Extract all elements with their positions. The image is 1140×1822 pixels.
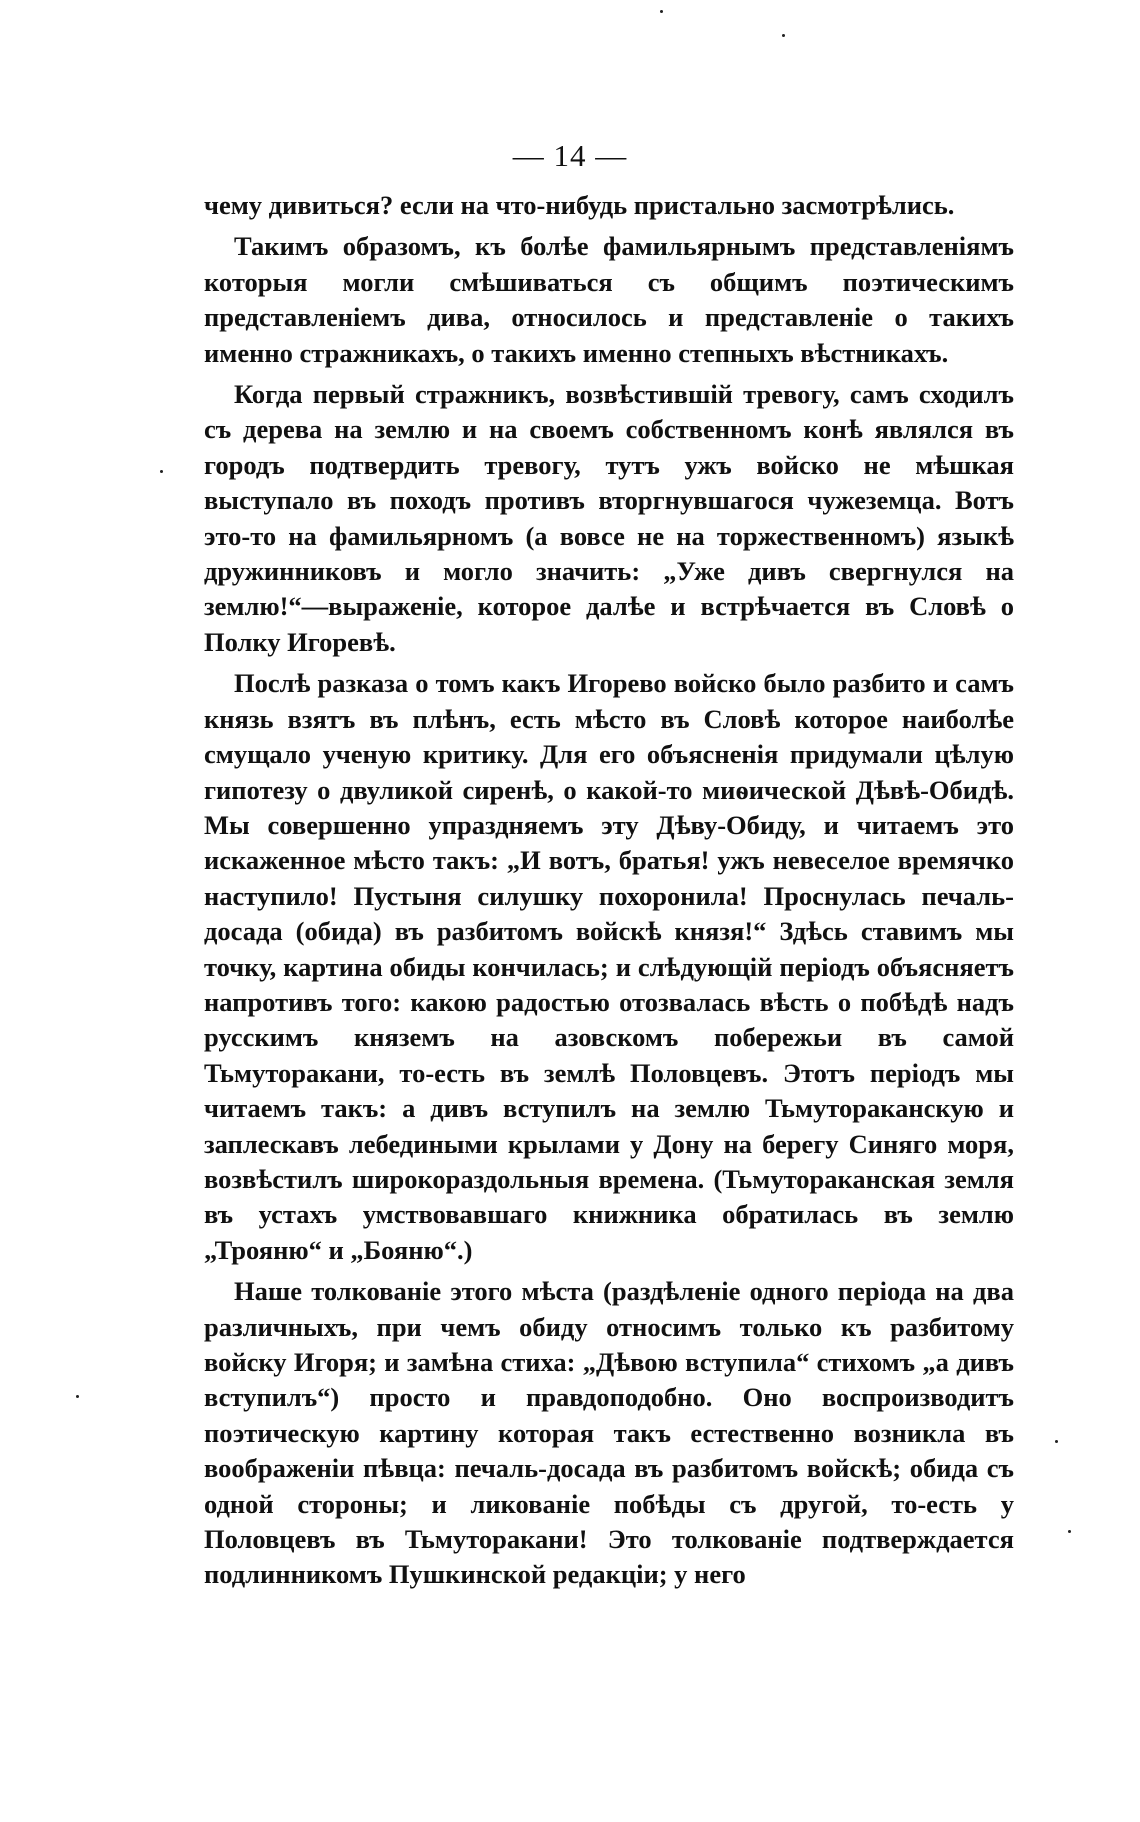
scan-speck [660,10,663,13]
page-number: — 14 — [512,138,628,173]
body-text [204,188,1014,1599]
scan-speck [1068,1530,1071,1533]
paragraph: Наше толкованіе этого мѣста (раздѣленіе одного періода на два различныхъ, при чемъ обиду относимъ только къ разбитому войску Игоря; и замѣна стиха: „Дѣвою вступила“ стихомъ „а дивъ вступилъ“) просто и правдоподобно. Оно воспроизводитъ поэтическую картину которая такъ естественно возникла въ воображеніи пѣвца: печаль-досада въ разбитомъ войскѣ; обида съ одной стороны; и ликованіе побѣды съ другой, то-есть у Половцевъ въ Тьмуторакани! Это толкованіе подтверждается подлинникомъ Пушкинской редакціи; у него [204,1276,1014,1590]
scan-speck [160,470,163,473]
paragraph: Когда первый стражникъ, возвѣстившій тревогу, самъ сходилъ съ дерева на землю и на своемъ собственномъ конѣ являлся въ городъ подтвердить тревогу, тутъ ужъ войско не мѣшкая выступало въ походъ противъ вторгнувшагося чужеземца. Вотъ это-то на фамильярномъ (а вовсе не на торжественномъ) языкѣ дружинниковъ и могло значить: „Уже дивъ свергнулся на землю!“—выраженіе, которое далѣе и встрѣчается въ Словѣ о Полку Игоревѣ. [204,379,1014,657]
paragraph: Послѣ разказа о томъ какъ Игорево войско было разбито и самъ князь взятъ въ плѣнъ, есть мѣсто въ Словѣ которое наиболѣе смущало ученую критику. Для его объясненія придумали цѣлую гипотезу о двуликой сиренѣ, о какой-то миѳической Дѣвѣ-Обидѣ. Мы совершенно упраздняемъ эту Дѣву-Обиду, и читаемъ это искаженное мѣсто такъ: „И вотъ, братья! ужъ невеселое времячко наступило! Пустыня силушку похоронила! Проснулась печаль-досада (обида) въ разбитомъ войскѣ князя!“ Здѣсь ставимъ мы точку, картина обиды кончилась; и слѣдующій періодъ объясняетъ напротивъ того: какою радостью отозвалась вѣсть о побѣдѣ надъ русскимъ княземъ на азовскомъ побережьи въ самой Тьмуторакани, то-есть въ землѣ Половцевъ. Этотъ періодъ мы читаемъ такъ: а дивъ вступилъ на землю Тьмутораканскую и заплескавъ лебедиными крылами у Дону на берегу Синяго моря, возвѣстилъ широкораздольныя времена. (Тьмутораканская земля въ устахъ умствовавшаго книжника обратилась въ землю „Трояню“ и „Бояню“.) [204,668,1014,1265]
scan-speck [76,1395,79,1398]
scan-speck [782,34,785,37]
paragraph: Такимъ образомъ, къ болѣе фамильярнымъ представленіямъ которыя могли смѣшиваться съ общимъ поэтическимъ представленіемъ дива, относилось и представленіе о такихъ именно стражникахъ, о такихъ именно степныхъ вѣстникахъ. [204,231,1014,368]
scan-speck [1055,1440,1058,1443]
paragraph-continuation: чему дивиться? если на что-нибудь пристально засмотрѣлись. [204,190,955,220]
